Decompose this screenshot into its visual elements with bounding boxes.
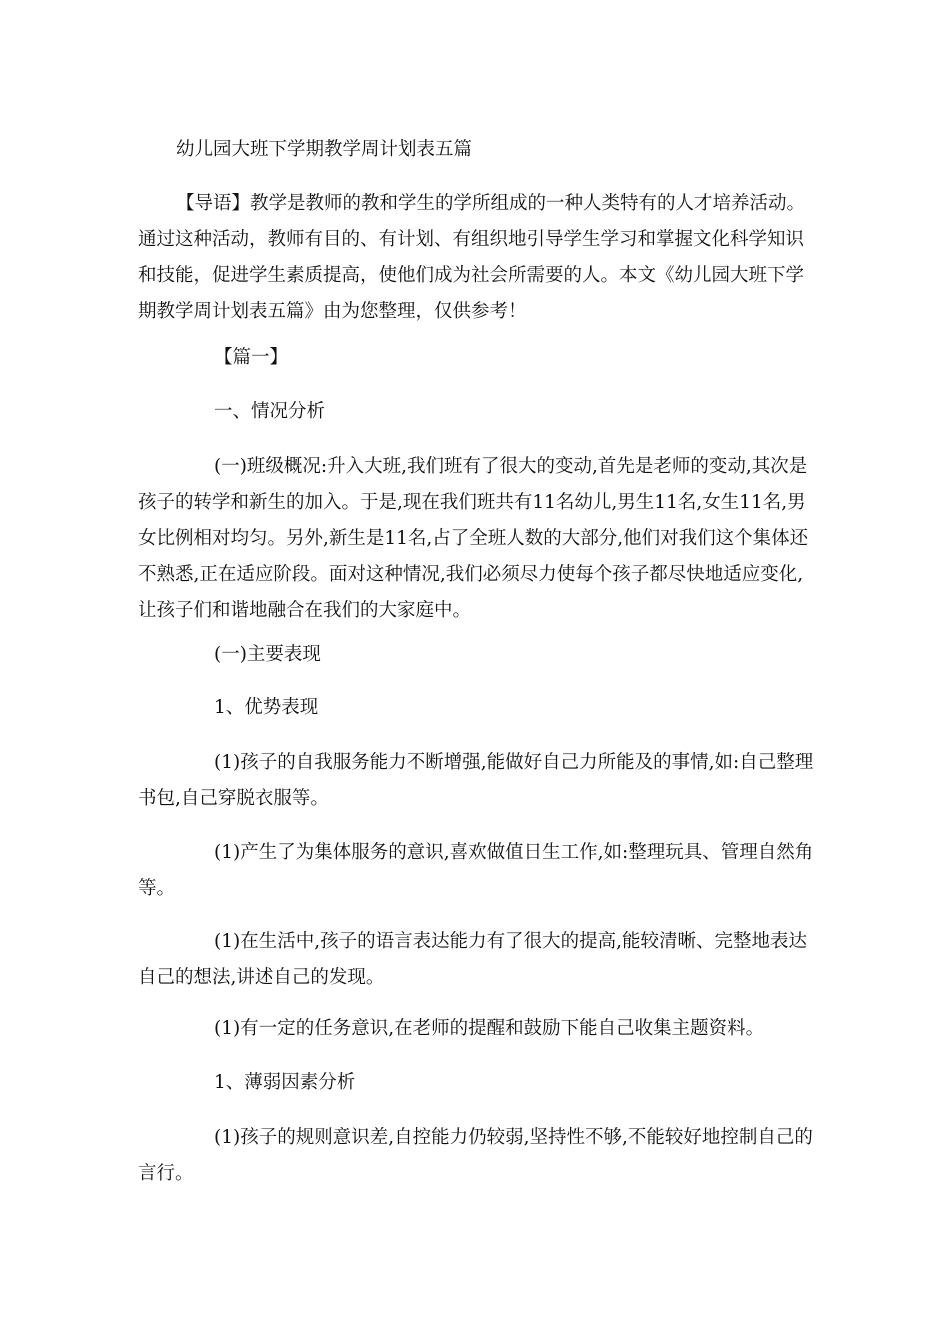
main-performance-heading: (一)主要表现 — [214, 644, 321, 665]
weakness-heading: 1、薄弱因素分析 — [214, 1072, 356, 1093]
advantage-paragraph-4: (1)有一定的任务意识,在老师的提醒和鼓励下能自己收集主题资料。 — [214, 1018, 765, 1039]
document-title: 幼儿园大班下学期教学周计划表五篇 — [176, 139, 473, 160]
advantages-heading: 1、优势表现 — [214, 697, 319, 718]
section-heading: 【篇一】 — [214, 347, 289, 368]
intro-paragraph: 【导语】教学是教师的教和学生的学所组成的一种人类特有的人才培养活动。通过这种活动，教师有目的、有计划、有组织地引导学生学习和掌握文化科学知识和技能，促进学生素质提高，使他们成为社会所需要的人。本文《幼儿园大班下学期教学周计划表五篇》由为您整理，仅供参考！ — [138, 193, 806, 322]
advantage-paragraph-3: (1)在生活中,孩子的语言表达能力有了很大的提高,能较清晰、完整地表达自己的想法,讲述自己的发现。 — [138, 931, 807, 988]
advantage-paragraph-1: (1)孩子的自我服务能力不断增强,能做好自己力所能及的事情,如:自己整理书包,自己穿脱衣服等。 — [138, 752, 814, 809]
class-overview-paragraph: (一)班级概况:升入大班,我们班有了很大的变动,首先是老师的变动,其次是孩子的转学和新生的加入。于是,现在我们班共有11名幼儿,男生11名,女生11名,男女比例相对均匀。另外,新生是11名,占了全班人数的大部分,他们对我们这个集体还不熟悉,正在适应阶段。面对这种情况,我们必须尽力使每个孩子都尽快地适应变化,让孩子们和谐地融合在我们的大家庭中。 — [138, 456, 809, 621]
advantage-paragraph-2: (1)产生了为集体服务的意识,喜欢做值日生工作,如:整理玩具、管理自然角等。 — [138, 842, 814, 899]
weakness-paragraph-1: (1)孩子的规则意识差,自控能力仍较弱,坚持性不够,不能较好地控制自己的言行。 — [138, 1127, 813, 1184]
heading-situation-analysis: 一、情况分析 — [214, 401, 326, 422]
